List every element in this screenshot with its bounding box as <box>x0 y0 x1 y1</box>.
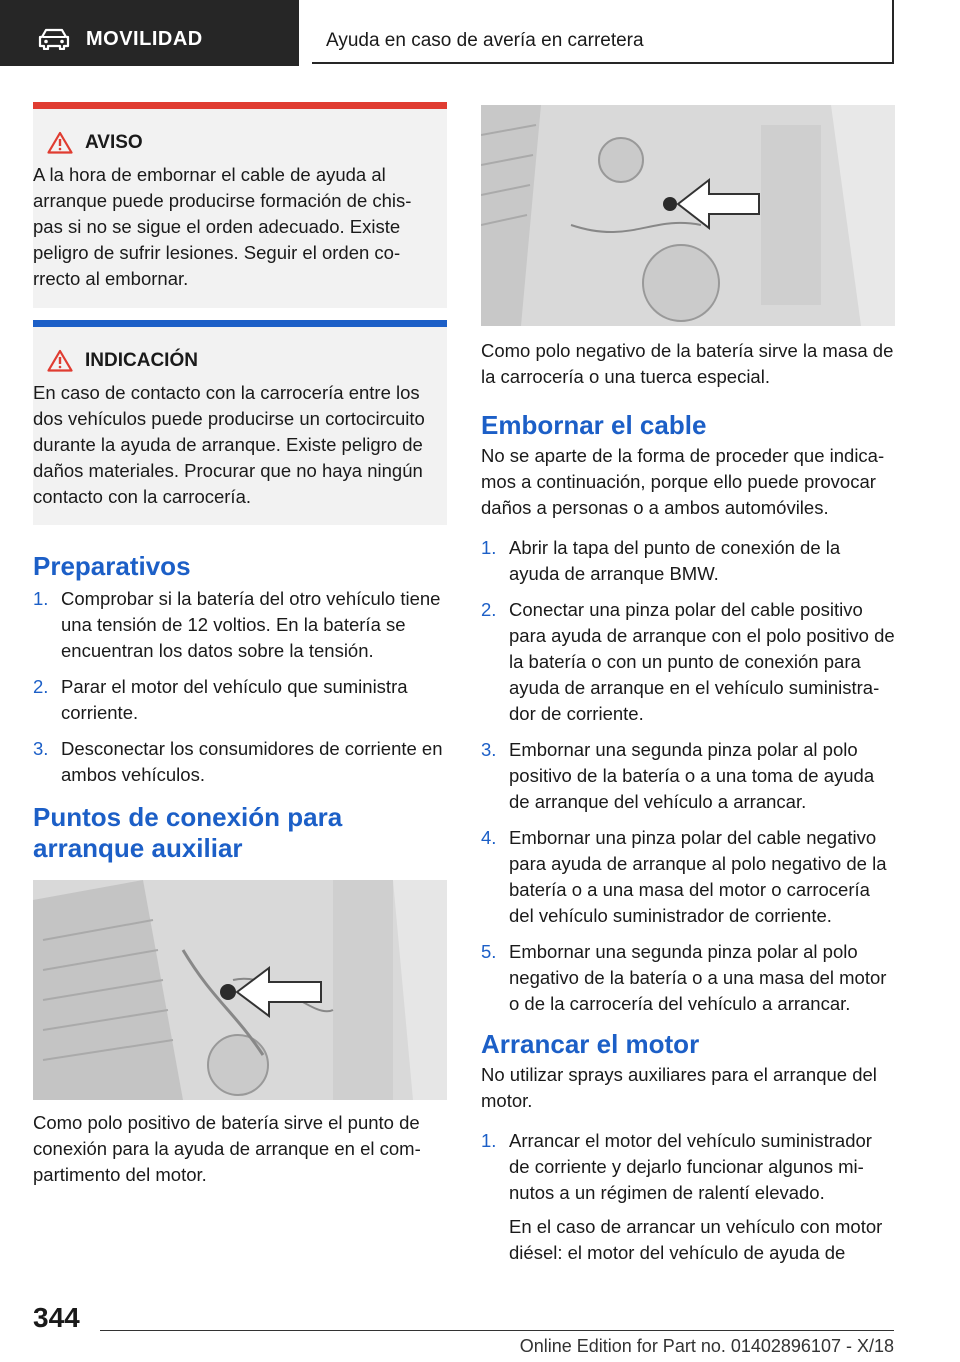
section-title: MOVILIDAD <box>86 28 203 50</box>
list-item: 3. Desconectar los consumidores de corriente en ambos vehículos. <box>33 738 443 785</box>
notice-title: INDICACIÓN <box>85 349 198 371</box>
preparativos-list <box>33 586 447 788</box>
list-item: 3. Embornar una segunda pinza polar al polo positivo de la batería o a una toma de ayuda de arranque del vehículo a arrancar. <box>481 739 875 812</box>
heading-puntos-conexion: Puntos de conexión para arranque auxiliar <box>33 802 343 863</box>
list-item: 1. Comprobar si la batería del otro vehículo tiene una tensión de 12 voltios. En la batería se encuentran los datos sobre la tensión. <box>33 588 441 661</box>
edition-note: Online Edition for Part no. 01402896107 - X/18 <box>519 1336 894 1356</box>
page-number: 344 <box>33 1302 80 1333</box>
engine-bay-photo-negative <box>481 105 895 326</box>
embornar-intro: No se aparte de la forma de proceder que indicamos a continuación, porque ello puede provocar daños a personas o a ambos automóviles. <box>481 445 885 518</box>
left-column <box>33 102 447 1188</box>
notice-box <box>33 320 447 525</box>
step-text: Arrancar el motor del vehículo suministrador de corriente y dejarlo funcionar algunos minutos a un régimen de ralentí elevado. <box>509 1130 872 1203</box>
step-extra-text: En el caso de arrancar un vehículo con motor diésel: el motor del vehículo de ayuda de <box>509 1216 883 1263</box>
chapter-tab <box>312 0 894 64</box>
list-item: 4. Embornar una pinza polar del cable negativo para ayuda de arranque al polo negativo de la batería o a una masa del motor o carrocería del vehículo suministrador de corriente. <box>481 827 887 926</box>
warning-triangle-icon <box>47 131 73 154</box>
warning-title: AVISO <box>85 131 143 153</box>
notice-text: En caso de contacto con la carrocería entre los dos vehículos puede producirse un cortocircuito durante la ayuda de arranque. Existe peligro de daños materiales. Procurar que no haya ningún contacto con la carrocería. <box>33 382 425 507</box>
caption-negative: Como polo negativo de la batería sirve la masa de la carrocería o una tuerca especial. <box>481 340 894 387</box>
engine-bay-illustration <box>33 880 447 1100</box>
footer-divider <box>100 1330 894 1331</box>
heading-embornar: Embornar el cable <box>481 410 707 440</box>
heading-arrancar: Arrancar el motor <box>481 1029 700 1059</box>
embornar-list <box>481 535 895 1017</box>
page-header <box>0 0 960 66</box>
warning-triangle-icon <box>47 349 73 372</box>
chapter-title: Ayuda en caso de avería en carretera <box>326 30 644 51</box>
list-item: 2. Conectar una pinza polar del cable positivo para ayuda de arranque con el polo positivo de la batería o con un punto de conexión para ayuda de arranque en el vehículo suministrador de corriente. <box>481 599 895 724</box>
arrancar-list <box>481 1128 895 1266</box>
arrancar-intro: No utilizar sprays auxiliares para el arranque del motor. <box>481 1064 877 1111</box>
caption-positive: Como polo positivo de batería sirve el punto de conexión para la ayuda de arranque en el compartimento del motor. <box>33 1112 421 1185</box>
car-icon <box>38 28 70 50</box>
right-column <box>481 105 895 1276</box>
warning-text: A la hora de embornar el cable de ayuda al arranque puede producirse formación de chispas si no se sigue el orden adecuado. Existe peligro de sufrir lesiones. Seguir el orden correcto al embornar. <box>33 164 412 289</box>
warning-box <box>33 102 447 308</box>
list-item: 1. Abrir la tapa del punto de conexión de la ayuda de arranque BMW. <box>481 537 841 584</box>
engine-bay-photo-positive <box>33 880 447 1100</box>
section-tab <box>0 0 299 66</box>
heading-preparativos: Preparativos <box>33 551 191 581</box>
list-item: 1. Arrancar el motor del vehículo suministrador de corriente y dejarlo funcionar algunos minutos a un régimen de ralentí elevado. En el caso de arrancar un vehículo con motor diésel: el motor del vehículo de ayuda de <box>481 1128 895 1266</box>
list-item: 5. Embornar una segunda pinza polar al polo negativo de la batería o a una masa del motor o de la carrocería del vehículo a arrancar. <box>481 941 887 1014</box>
engine-bay-illustration <box>481 105 895 326</box>
list-item: 2. Parar el motor del vehículo que suministra corriente. <box>33 676 408 723</box>
